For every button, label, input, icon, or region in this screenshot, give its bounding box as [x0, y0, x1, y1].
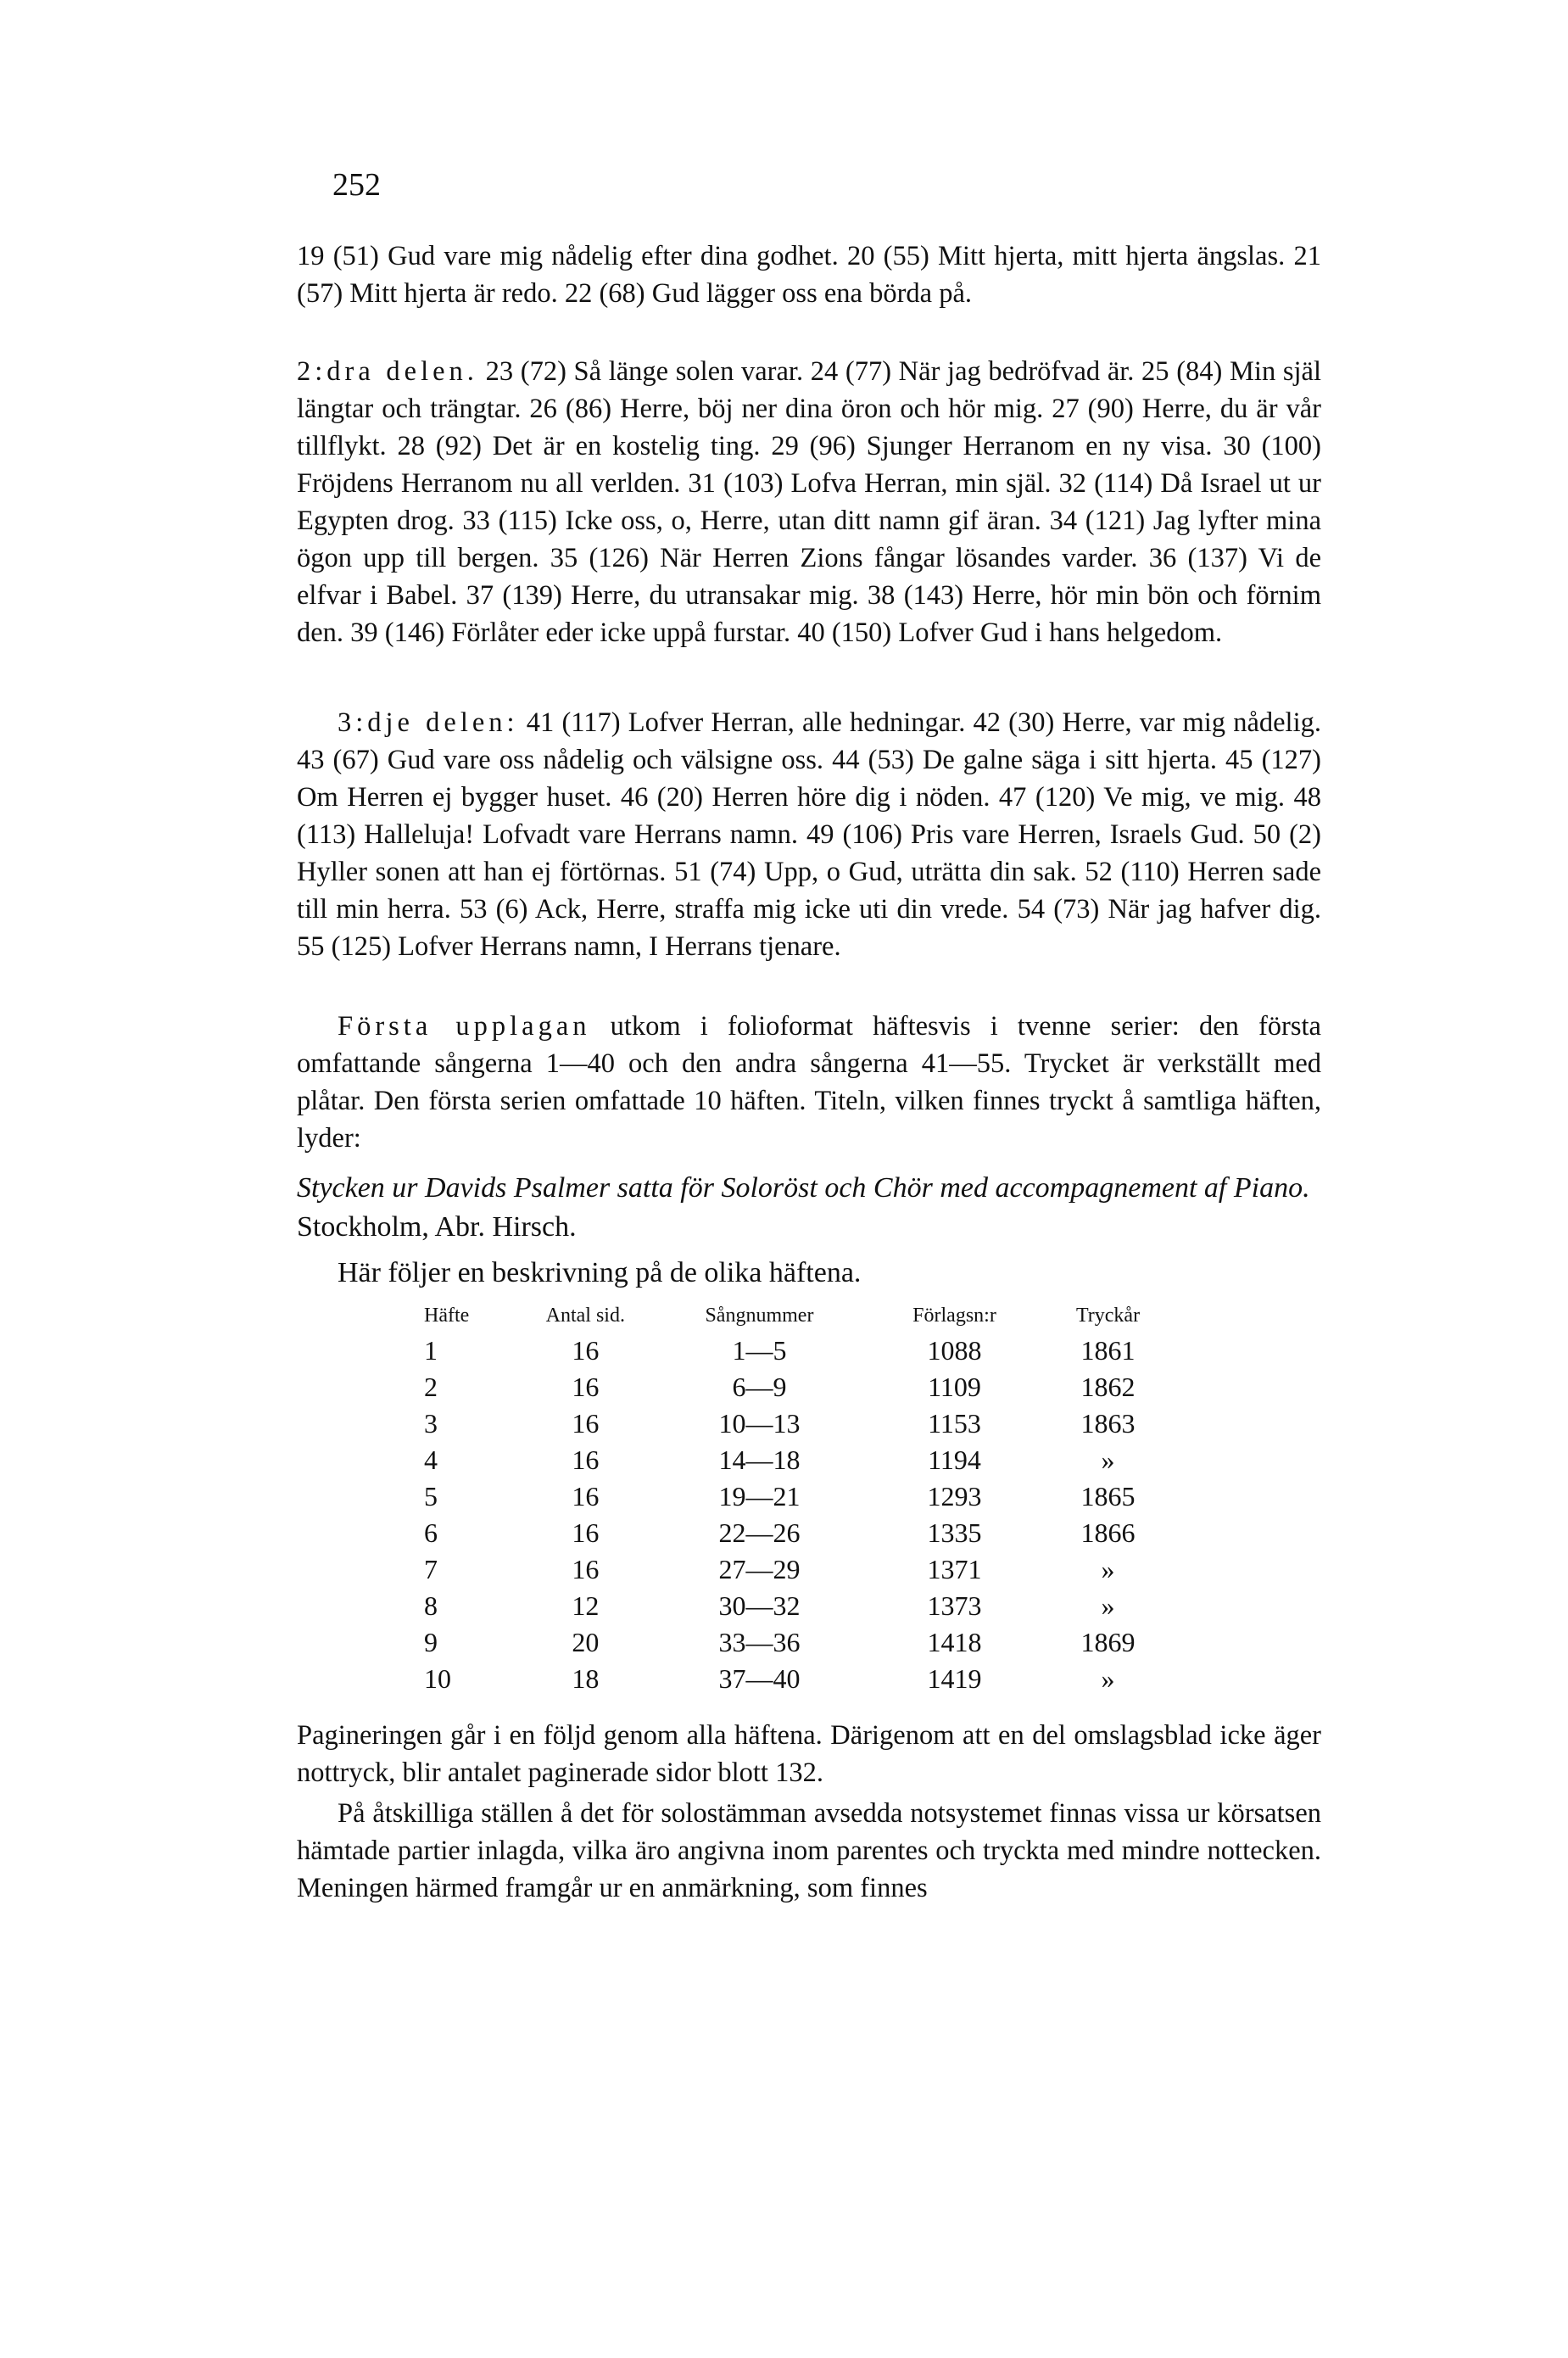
cell: 10—13: [718, 1408, 801, 1439]
cell: 19—21: [718, 1481, 801, 1511]
cell: 1862: [1080, 1372, 1136, 1402]
intro-line: Här följer en beskrivning på de olika häftena.: [338, 1257, 862, 1288]
paragraph-text: utkom i folioformat häftesvis i tvenne serier: den första omfattande sångerna 1—40 och den andra sångerna 41—55. Trycket är verkställt med plåtar. Den första serien omfattade 10 häften. Titeln, vilken finnes tryckt å samtliga häften, lyder:: [297, 1011, 1321, 1154]
cell: 16: [572, 1335, 600, 1366]
cell: 1153: [928, 1408, 981, 1439]
cell: 20: [572, 1627, 600, 1657]
cell: 37—40: [718, 1663, 801, 1694]
cell: 16: [572, 1481, 600, 1511]
table-row: [407, 1405, 1170, 1442]
section-lead: 2:dra delen.: [297, 356, 478, 387]
cell: 1335: [927, 1517, 982, 1548]
paragraph: [297, 353, 1321, 651]
pagination-paragraph: [297, 1717, 1321, 1791]
title-italic: Stycken ur Davids Psalmer satta för Soloröst och Chör med accompagnement af Piano.: [297, 1172, 1310, 1204]
table-row: [407, 1478, 1170, 1515]
paragraph: [297, 1008, 1321, 1157]
cell: 1418: [927, 1627, 982, 1657]
paragraph-text: 41 (117) Lofver Herran, alle hedningar. 42 (30) Herre, var mig nådelig. 43 (67) Gud vare oss nådelig och välsigne oss. 44 (53) De galne säga i sitt hjerta. 45 (127) Om Herren ej bygger huset. 46 (20) Herren höre dig i nöden. 47 (120) Ve mig, ve mig. 48 (113) Halleluja! Lofvadt vare Herrans namn. 49 (106) Pris vare Herren, Israels Gud. 50 (2) Hyller sonen att han ej förtörnas. 51 (74) Upp, o Gud, uträtta din sak. 52 (110) Herren sade till min herra. 53 (6) Ack, Herre, straffa mig icke uti din vrede. 54 (73) När jag hafver dig. 55 (125) Lofver Herrans namn, I Herrans tjenare.: [297, 707, 1321, 962]
cell: 1109: [928, 1372, 981, 1402]
notation-paragraph: [297, 1795, 1321, 1907]
cell: 5: [424, 1481, 438, 1511]
table-row: [407, 1661, 1170, 1697]
paragraph: Pagineringen går i en följd genom alla häftena. Därigenom att en del omslagsblad icke äger nottryck, blir antalet paginerade sidor blott 132.: [297, 1720, 1321, 1788]
song-list-part1: [297, 237, 1321, 312]
cell: »: [1101, 1444, 1115, 1475]
cell: 18: [572, 1663, 600, 1694]
cell: 1865: [1080, 1481, 1136, 1511]
table-row: [407, 1333, 1170, 1369]
cell: 14—18: [718, 1444, 801, 1475]
cell: 16: [572, 1444, 600, 1475]
cell: 30—32: [718, 1590, 801, 1621]
header-sangnummer: Sångnummer: [705, 1305, 814, 1327]
cell: 12: [572, 1590, 600, 1621]
section-lead: 3:dje delen:: [338, 707, 519, 738]
cell: »: [1101, 1663, 1115, 1694]
table-header-row: [407, 1305, 1170, 1333]
issues-table: [407, 1305, 1170, 1697]
cell: 27—29: [718, 1554, 801, 1584]
page-number: 252: [332, 167, 381, 203]
cell: 1194: [928, 1444, 981, 1475]
cell: 8: [424, 1590, 438, 1621]
cell: 16: [572, 1554, 600, 1584]
paragraph-text: 23 (72) Så länge solen varar. 24 (77) När jag bedröfvad är. 25 (84) Min själ längtar och trängtar. 26 (86) Herre, böj ner dina öron och hör mig. 27 (90) Herre, du är vår tillflykt. 28 (92) Det är en kostelig ting. 29 (96) Sjunger Herranom en ny visa. 30 (100) Fröjdens Herranom nu all verlden. 31 (103) Lofva Herran, min själ. 32 (114) Då Israel ut ur Egypten drog. 33 (115) Icke oss, o, Herre, utan ditt namn gif äran. 34 (121) Jag lyfter mina ögon upp till bergen. 35 (126) När Herren Zions fångar lösandes varder. 36 (137) Vi de elfvar i Babel. 37 (139) Herre, du utransakar mig. 38 (143) Herre, hör min bön och förnim den. 39 (146) Förlåter eder icke uppå furstar. 40 (150) Lofver Gud i hans helgedom.: [297, 356, 1321, 648]
header-hafte: Häfte: [424, 1305, 470, 1327]
table-row: [407, 1551, 1170, 1588]
table-row: [407, 1624, 1170, 1661]
cell: 33—36: [718, 1627, 801, 1657]
first-edition-paragraph: [297, 1008, 1321, 1157]
header-tryckar: Tryckår: [1075, 1305, 1141, 1327]
cell: 1088: [927, 1335, 982, 1366]
cell: 22—26: [718, 1517, 801, 1548]
cell: 1863: [1080, 1408, 1136, 1439]
table-row: [407, 1588, 1170, 1624]
song-list-part2: [297, 353, 1321, 651]
cell: 1—5: [732, 1335, 787, 1366]
paragraph: [297, 704, 1321, 965]
cell: 16: [572, 1517, 600, 1548]
table-row: [407, 1442, 1170, 1478]
cell: 16: [572, 1408, 600, 1439]
cell: 10: [424, 1663, 451, 1694]
cell: 1861: [1080, 1335, 1136, 1366]
table-row: [407, 1369, 1170, 1405]
cell: 1293: [927, 1481, 982, 1511]
song-list-part3: [297, 704, 1321, 965]
cell: 2: [424, 1372, 438, 1402]
cell: 4: [424, 1444, 438, 1475]
cell: 1419: [927, 1663, 982, 1694]
paragraph: 19 (51) Gud vare mig nådelig efter dina godhet. 20 (55) Mitt hjerta, mitt hjerta ängslas. 21 (57) Mitt hjerta är redo. 22 (68) Gud lägger oss ena börda på.: [297, 241, 1321, 309]
cell: 6: [424, 1517, 438, 1548]
cell: 1371: [927, 1554, 982, 1584]
work-title: [297, 1169, 1321, 1247]
paragraph: På åtskilliga ställen å det för solostämman avsedda notsystemet finnas vissa ur körsatsen hämtade partier inlagda, vilka äro angivna inom parentes och tryckta med mindre nottecken. Meningen härmed framgår ur en anmärkning, som finnes: [297, 1798, 1321, 1903]
cell: 1866: [1080, 1517, 1136, 1548]
cell: »: [1101, 1554, 1115, 1584]
cell: »: [1101, 1590, 1115, 1621]
cell: 1: [424, 1335, 438, 1366]
cell: 1373: [927, 1590, 982, 1621]
cell: 3: [424, 1408, 438, 1439]
table-row: [407, 1515, 1170, 1551]
title-imprint: Stockholm, Abr. Hirsch.: [297, 1211, 577, 1243]
header-antal-sid: Antal sid.: [545, 1305, 625, 1327]
cell: 7: [424, 1554, 438, 1584]
header-forlagsnr: Förlagsn:r: [912, 1305, 996, 1327]
cell: 16: [572, 1372, 600, 1402]
cell: 9: [424, 1627, 438, 1657]
cell: 6—9: [732, 1372, 787, 1402]
cell: 1869: [1080, 1627, 1136, 1657]
section-lead: Första upplagan: [338, 1011, 591, 1042]
